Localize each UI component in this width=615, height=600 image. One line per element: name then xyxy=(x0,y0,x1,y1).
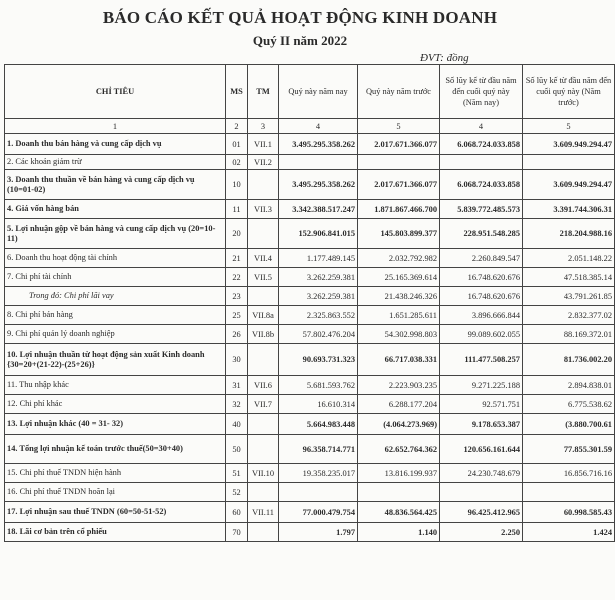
row-code: 02 xyxy=(226,155,248,170)
ytd-previous-value: 3.391.744.306.31 xyxy=(523,200,615,219)
col-header-ytd-current: Số lũy kế từ đầu năm đến cuối quý này (Năm nay) xyxy=(440,65,523,119)
quarter-current-value: 152.906.841.015 xyxy=(279,219,358,249)
quarter-previous-value: 6.288.177.204 xyxy=(358,395,440,414)
table-row xyxy=(5,170,615,200)
table-row xyxy=(5,219,615,249)
table-row xyxy=(5,306,615,325)
quarter-previous-value: 1.651.285.611 xyxy=(358,306,440,325)
row-code: 60 xyxy=(226,502,248,523)
ytd-previous-value: 88.169.372.01 xyxy=(523,325,615,344)
index-cell: 3 xyxy=(248,119,279,134)
row-note: VII.2 xyxy=(248,155,279,170)
quarter-current-value: 3.262.259.381 xyxy=(279,287,358,306)
row-code: 31 xyxy=(226,376,248,395)
row-code: 40 xyxy=(226,414,248,435)
row-label: 3. Doanh thu thuần về bán hàng và cung cấp dịch vụ (10=01-02) xyxy=(5,170,226,200)
quarter-previous-value: 2.032.792.982 xyxy=(358,249,440,268)
table-row xyxy=(5,435,615,464)
table-row xyxy=(5,502,615,523)
col-header-ytd-previous: Số lũy kế từ đầu năm đến cuối quý này (Năm trước) xyxy=(523,65,615,119)
row-note xyxy=(248,344,279,376)
ytd-current-value xyxy=(440,483,523,502)
row-code: 10 xyxy=(226,170,248,200)
table-row xyxy=(5,249,615,268)
row-note: VII.8b xyxy=(248,325,279,344)
row-code: 52 xyxy=(226,483,248,502)
row-label: Trong đó: Chi phí lãi vay xyxy=(5,287,226,306)
table-row xyxy=(5,523,615,542)
row-code: 25 xyxy=(226,306,248,325)
row-note xyxy=(248,414,279,435)
row-label: 11. Thu nhập khác xyxy=(5,376,226,395)
ytd-current-value: 111.477.508.257 xyxy=(440,344,523,376)
row-label: 5. Lợi nhuận gộp về bán hàng và cung cấp dịch vụ (20=10-11) xyxy=(5,219,226,249)
quarter-previous-value: 48.836.564.425 xyxy=(358,502,440,523)
ytd-previous-value: 16.856.716.16 xyxy=(523,464,615,483)
row-note xyxy=(248,287,279,306)
income-statement-table xyxy=(4,64,615,542)
row-code: 26 xyxy=(226,325,248,344)
ytd-current-value: 2.260.849.547 xyxy=(440,249,523,268)
index-cell: 4 xyxy=(279,119,358,134)
quarter-current-value: 90.693.731.323 xyxy=(279,344,358,376)
index-cell: 1 xyxy=(5,119,226,134)
row-code: 32 xyxy=(226,395,248,414)
ytd-previous-value: 77.855.301.59 xyxy=(523,435,615,464)
ytd-current-value: 228.951.548.285 xyxy=(440,219,523,249)
row-label: 2. Các khoản giảm trừ xyxy=(5,155,226,170)
ytd-current-value: 16.748.620.676 xyxy=(440,268,523,287)
row-label: 9. Chi phí quản lý doanh nghiệp xyxy=(5,325,226,344)
ytd-current-value: 6.068.724.033.858 xyxy=(440,134,523,155)
row-code: 70 xyxy=(226,523,248,542)
ytd-previous-value: (3.880.700.61 xyxy=(523,414,615,435)
row-note: VII.3 xyxy=(248,200,279,219)
row-code: 22 xyxy=(226,268,248,287)
quarter-previous-value: 2.017.671.366.077 xyxy=(358,170,440,200)
quarter-previous-value: 1.140 xyxy=(358,523,440,542)
ytd-current-value xyxy=(440,155,523,170)
row-code: 20 xyxy=(226,219,248,249)
table-row xyxy=(5,395,615,414)
quarter-current-value: 2.325.863.552 xyxy=(279,306,358,325)
row-note xyxy=(248,170,279,200)
quarter-previous-value: 21.438.246.326 xyxy=(358,287,440,306)
row-label: 4. Giá vốn hàng bán xyxy=(5,200,226,219)
row-label: 10. Lợi nhuận thuần từ hoạt động sản xuất Kinh doanh {30=20+(21-22)-(25+26)} xyxy=(5,344,226,376)
ytd-previous-value xyxy=(523,483,615,502)
ytd-previous-value: 2.832.377.02 xyxy=(523,306,615,325)
column-index-row xyxy=(5,119,615,134)
col-header-tm: TM xyxy=(248,65,279,119)
ytd-current-value: 9.271.225.188 xyxy=(440,376,523,395)
ytd-previous-value: 2.051.148.22 xyxy=(523,249,615,268)
row-label: 14. Tổng lợi nhuận kế toán trước thuế(50=30+40) xyxy=(5,435,226,464)
col-header-quarter-previous: Quý này năm trước xyxy=(358,65,440,119)
report-title: BÁO CÁO KẾT QUẢ HOẠT ĐỘNG KINH DOANH xyxy=(102,8,498,27)
quarter-current-value: 3.495.295.358.262 xyxy=(279,134,358,155)
index-cell: 5 xyxy=(358,119,440,134)
quarter-previous-value: 66.717.038.331 xyxy=(358,344,440,376)
row-note: VII.11 xyxy=(248,502,279,523)
table-row xyxy=(5,325,615,344)
row-label: 7. Chi phí tài chính xyxy=(5,268,226,287)
ytd-previous-value: 3.609.949.294.47 xyxy=(523,134,615,155)
row-note xyxy=(248,483,279,502)
quarter-current-value: 3.342.388.517.247 xyxy=(279,200,358,219)
table-row xyxy=(5,376,615,395)
table-row xyxy=(5,464,615,483)
col-header-quarter-current: Quý này năm nay xyxy=(279,65,358,119)
ytd-current-value: 9.178.653.387 xyxy=(440,414,523,435)
quarter-current-value: 5.681.593.762 xyxy=(279,376,358,395)
quarter-current-value xyxy=(279,483,358,502)
quarter-previous-value: 2.017.671.366.077 xyxy=(358,134,440,155)
col-header-item: CHỈ TIÊU xyxy=(5,65,226,119)
quarter-current-value xyxy=(279,155,358,170)
row-code: 11 xyxy=(226,200,248,219)
table-row xyxy=(5,268,615,287)
quarter-current-value: 96.358.714.771 xyxy=(279,435,358,464)
quarter-current-value: 57.802.476.204 xyxy=(279,325,358,344)
quarter-current-value: 77.000.479.754 xyxy=(279,502,358,523)
row-note: VII.6 xyxy=(248,376,279,395)
header-row xyxy=(5,65,615,119)
table-row xyxy=(5,344,615,376)
quarter-previous-value: 25.165.369.614 xyxy=(358,268,440,287)
row-label: 18. Lãi cơ bản trên cổ phiếu xyxy=(5,523,226,542)
table-row xyxy=(5,414,615,435)
index-cell: 4 xyxy=(440,119,523,134)
row-note xyxy=(248,523,279,542)
ytd-current-value: 2.250 xyxy=(440,523,523,542)
row-label: 13. Lợi nhuận khác (40 = 31- 32) xyxy=(5,414,226,435)
row-label: 1. Doanh thu bán hàng và cung cấp dịch vụ xyxy=(5,134,226,155)
quarter-previous-value: (4.064.273.969) xyxy=(358,414,440,435)
table-row xyxy=(5,287,615,306)
ytd-current-value: 99.089.602.055 xyxy=(440,325,523,344)
quarter-previous-value: 145.803.899.377 xyxy=(358,219,440,249)
row-note: VII.8a xyxy=(248,306,279,325)
quarter-current-value: 16.610.314 xyxy=(279,395,358,414)
row-label: 15. Chi phí thuế TNDN hiện hành xyxy=(5,464,226,483)
col-header-ms: MS xyxy=(226,65,248,119)
quarter-previous-value: 1.871.867.466.700 xyxy=(358,200,440,219)
row-code: 01 xyxy=(226,134,248,155)
ytd-previous-value: 218.204.988.16 xyxy=(523,219,615,249)
ytd-previous-value: 2.894.838.01 xyxy=(523,376,615,395)
report-subtitle: Quý II năm 2022 xyxy=(252,33,348,48)
quarter-previous-value xyxy=(358,483,440,502)
quarter-current-value: 3.262.259.381 xyxy=(279,268,358,287)
ytd-previous-value: 47.518.385.14 xyxy=(523,268,615,287)
row-code: 23 xyxy=(226,287,248,306)
row-note: VII.5 xyxy=(248,268,279,287)
quarter-current-value: 1.177.489.145 xyxy=(279,249,358,268)
quarter-previous-value: 62.652.764.362 xyxy=(358,435,440,464)
row-note: VII.1 xyxy=(248,134,279,155)
quarter-current-value: 5.664.983.448 xyxy=(279,414,358,435)
row-note: VII.10 xyxy=(248,464,279,483)
ytd-current-value: 96.425.412.965 xyxy=(440,502,523,523)
row-note: VII.4 xyxy=(248,249,279,268)
ytd-current-value: 16.748.620.676 xyxy=(440,287,523,306)
row-code: 21 xyxy=(226,249,248,268)
quarter-previous-value xyxy=(358,155,440,170)
table-row xyxy=(5,134,615,155)
ytd-previous-value: 43.791.261.85 xyxy=(523,287,615,306)
row-label: 12. Chi phí khác xyxy=(5,395,226,414)
quarter-current-value: 1.797 xyxy=(279,523,358,542)
row-code: 50 xyxy=(226,435,248,464)
ytd-current-value: 5.839.772.485.573 xyxy=(440,200,523,219)
index-cell: 5 xyxy=(523,119,615,134)
row-note: VII.7 xyxy=(248,395,279,414)
ytd-previous-value: 81.736.002.20 xyxy=(523,344,615,376)
ytd-current-value: 120.656.161.644 xyxy=(440,435,523,464)
row-code: 51 xyxy=(226,464,248,483)
table-row xyxy=(5,483,615,502)
ytd-previous-value: 1.424 xyxy=(523,523,615,542)
row-label: 17. Lợi nhuận sau thuế TNDN (60=50-51-52) xyxy=(5,502,226,523)
quarter-current-value: 19.358.235.017 xyxy=(279,464,358,483)
currency-unit: ĐVT: đồng xyxy=(420,52,469,64)
table-row xyxy=(5,155,615,170)
ytd-previous-value: 3.609.949.294.47 xyxy=(523,170,615,200)
row-note xyxy=(248,435,279,464)
row-code: 30 xyxy=(226,344,248,376)
row-label: 16. Chi phí thuế TNDN hoãn lại xyxy=(5,483,226,502)
ytd-current-value: 6.068.724.033.858 xyxy=(440,170,523,200)
ytd-previous-value: 6.775.538.62 xyxy=(523,395,615,414)
ytd-current-value: 24.230.748.679 xyxy=(440,464,523,483)
index-cell: 2 xyxy=(226,119,248,134)
row-label: 8. Chi phí bán hàng xyxy=(5,306,226,325)
ytd-previous-value xyxy=(523,155,615,170)
ytd-current-value: 3.896.666.844 xyxy=(440,306,523,325)
ytd-previous-value: 60.998.585.43 xyxy=(523,502,615,523)
ytd-current-value: 92.571.751 xyxy=(440,395,523,414)
quarter-previous-value: 54.302.998.803 xyxy=(358,325,440,344)
row-label: 6. Doanh thu hoạt động tài chính xyxy=(5,249,226,268)
quarter-previous-value: 13.816.199.937 xyxy=(358,464,440,483)
row-note xyxy=(248,219,279,249)
quarter-previous-value: 2.223.903.235 xyxy=(358,376,440,395)
table-row xyxy=(5,200,615,219)
quarter-current-value: 3.495.295.358.262 xyxy=(279,170,358,200)
